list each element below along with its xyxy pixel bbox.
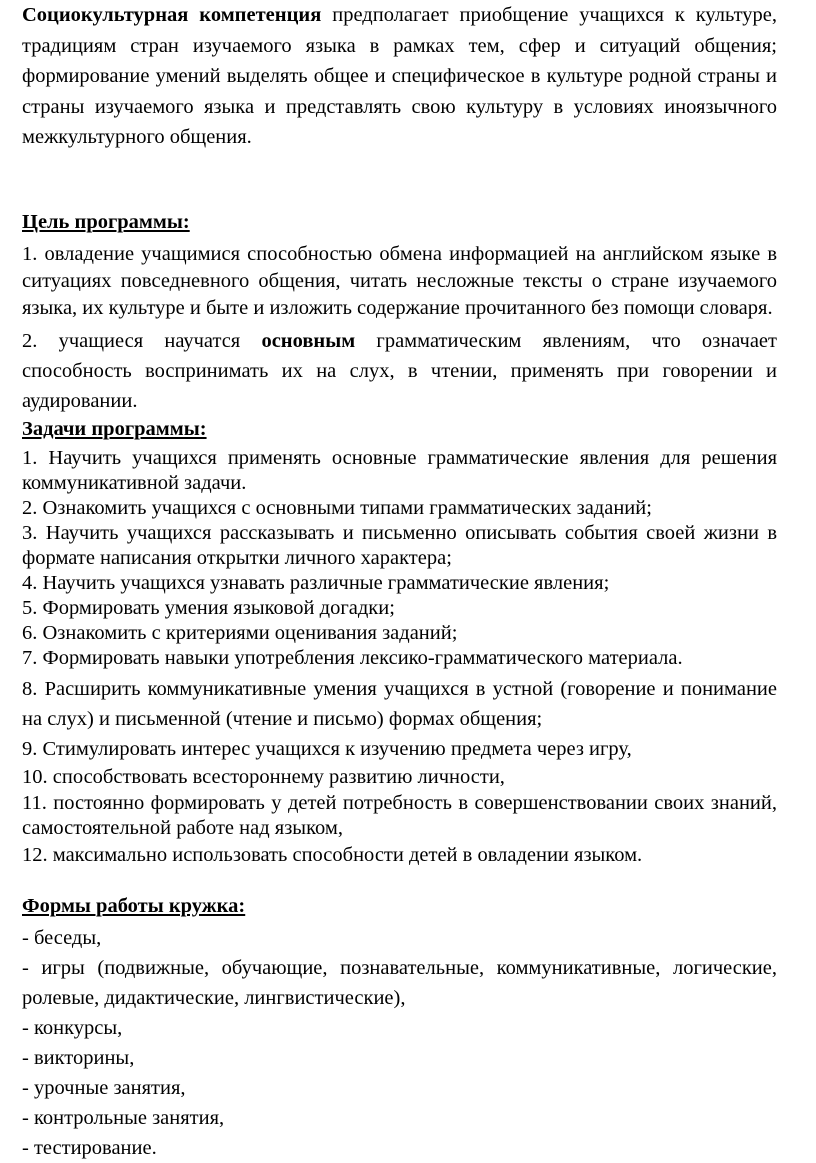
list-item: 12. максимально использовать способности детей в овладении языком. bbox=[22, 843, 643, 866]
list-item: 2. Ознакомить учащихся с основными типами грамматических заданий; bbox=[22, 496, 652, 519]
forms-list bbox=[22, 923, 777, 1163]
intro-lead-term: Социокультурная компетенция bbox=[22, 4, 322, 26]
tasks-list bbox=[22, 446, 777, 868]
goal-item-2-text-start: 2. учащиеся научатся bbox=[22, 329, 262, 352]
tasks-heading: Задачи программы: bbox=[22, 417, 207, 440]
list-item: - игры (подвижные, обучающие, познавательные, коммуникативные, логические, ролевые, дидактические, лингвистические), bbox=[22, 956, 777, 1009]
list-item: - беседы, bbox=[22, 926, 102, 949]
list-item: 9. Стимулировать интерес учащихся к изучению предмета через игру, bbox=[22, 737, 632, 760]
list-item: 5. Формировать умения языковой догадки; bbox=[22, 596, 395, 619]
list-item: 8. Расширить коммуникативные умения учащихся в устной (говорение и понимание на слух) и письменной (чтение и письмо) формах общения; bbox=[22, 677, 777, 730]
intro-paragraph bbox=[22, 0, 777, 153]
goal-item-2 bbox=[22, 326, 777, 416]
list-item: 6. Ознакомить с критериями оценивания заданий; bbox=[22, 621, 458, 644]
list-item: - тестирование. bbox=[22, 1136, 157, 1159]
list-item: 7. Формировать навыки употребления лексико-грамматического материала. bbox=[22, 646, 683, 669]
intro-text: предполагает приобщение учащихся к культуре, традициям стран изучаемого языка в рамках тем, сфер и ситуаций общения; формирование умений выделять общее и специфическое в культуре родной страны и страны изучаемого языка и представлять свою культуру в условиях иноязычного межкультурного общения. bbox=[22, 4, 777, 148]
list-item: - урочные занятия, bbox=[22, 1076, 186, 1099]
document-page bbox=[22, 0, 777, 1163]
list-item: - викторины, bbox=[22, 1046, 135, 1069]
list-item: - конкурсы, bbox=[22, 1016, 123, 1039]
list-item: - контрольные занятия, bbox=[22, 1106, 225, 1129]
forms-heading: Формы работы кружка: bbox=[22, 894, 246, 917]
list-item: 4. Научить учащихся узнавать различные грамматические явления; bbox=[22, 571, 610, 594]
list-item: 11. постоянно формировать у детей потребность в совершенствовании своих знаний, самостоятельной работе над языком, bbox=[22, 791, 777, 839]
list-item: 10. способствовать всестороннему развитию личности, bbox=[22, 765, 505, 788]
goal-item-2-emphasis: основным bbox=[261, 329, 356, 352]
goal-item-2-text-end: грамматическим явлениям, что означает способность воспринимать их на слух, в чтении, применять при говорении и аудировании. bbox=[22, 329, 777, 412]
list-item: 3. Научить учащихся рассказывать и письменно описывать события своей жизни в формате написания открытки личного характера; bbox=[22, 521, 777, 569]
goal-heading: Цель программы: bbox=[22, 210, 190, 233]
goal-item-1: 1. овладение учащимися способностью обмена информацией на английском языке в ситуациях повседневного общения, читать несложные тексты о стране изучаемого языка, их культуре и быте и изложить содержание прочитанного без помощи словаря. bbox=[22, 242, 777, 319]
list-item: 1. Научить учащихся применять основные грамматические явления для решения коммуникативной задачи. bbox=[22, 446, 777, 494]
